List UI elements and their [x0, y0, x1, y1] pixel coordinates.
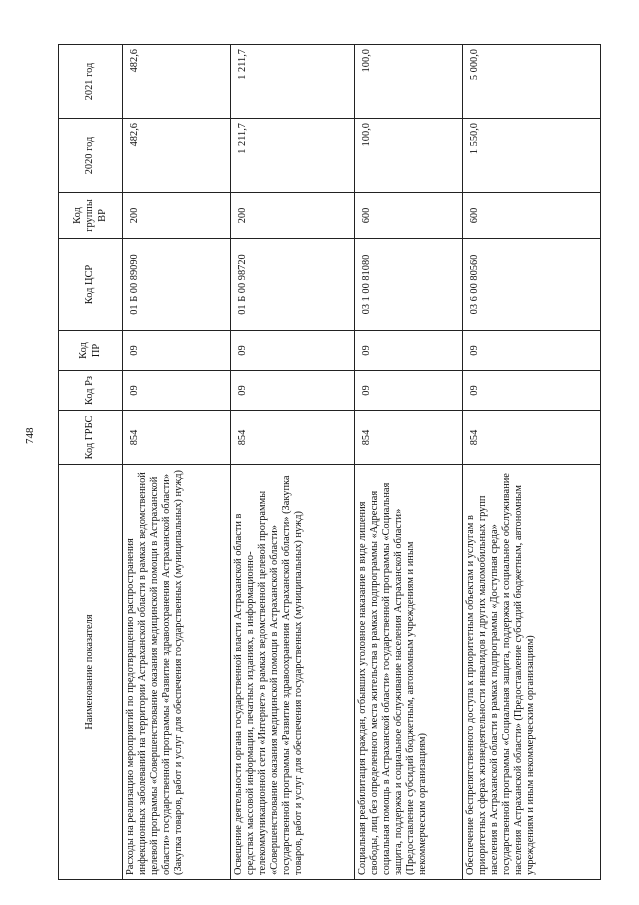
- budget-table: [58, 44, 601, 880]
- row-vr: 200: [231, 193, 355, 239]
- row-csr: 01 Б 00 98720: [231, 239, 355, 331]
- row-rz: 09: [463, 371, 601, 411]
- row-rz: 09: [231, 371, 355, 411]
- row-vr: 600: [463, 193, 601, 239]
- row-2021: 100,0: [355, 45, 463, 119]
- header-grbs: Код ГРБС: [59, 411, 123, 465]
- row-name: Освещение деятельности органа государственной власти Астраханской области в средствах массовой информации, печатных изданиях, в информационно-телекоммуникационной сети «Интернет» в рамках ведомственной целевой программы «Совершенствование оказания медицинской помощи в Астраханской области» государственной программы «Развитие здравоохранения Астраханской области» (Закупка товаров, работ и услуг для обеспечения государственных (муниципальных) нужд): [231, 465, 355, 880]
- row-name: Расходы на реализацию мероприятий по предотвращению распространения инфекционных заболеваний на территории Астраханской области в рамках ведомственной целевой программы «Совершенствование оказания медицинской помощи в Астраханской области» государственной программы «Развитие здравоохранения Астраханской области» (Закупка товаров, работ и услуг для обеспечения государственных (муниципальных) нужд): [123, 465, 231, 880]
- rotated-page-content: [58, 45, 600, 880]
- row-rz: 09: [123, 371, 231, 411]
- row-name: Обеспечение беспрепятственного доступа к приоритетным объектам и услугам в приоритетных сферах жизнедеятельности инвалидов и других маломобильных групп населения в Астраханской области в рамках подпрограммы «Доступная среда» государственной программы «Социальная защита, поддержка и социальное обслуживание населения Астраханской области» (Предоставление субсидий бюджетным, автономным учреждениям и иным некоммерческим организациям): [463, 465, 601, 880]
- header-pr: Код ПР: [59, 331, 123, 371]
- row-vr: 200: [123, 193, 231, 239]
- header-vr: Код группы ВР: [59, 193, 123, 239]
- row-2020: 100,0: [355, 119, 463, 193]
- row-2021: 482,6: [123, 45, 231, 119]
- row-2020: 482,6: [123, 119, 231, 193]
- page-number: 748: [24, 427, 36, 444]
- row-2021: 5 000,0: [463, 45, 601, 119]
- row-rz: 09: [355, 371, 463, 411]
- header-name: Наименование показателя: [59, 465, 123, 880]
- row-name: Социальная реабилитация граждан, отбывших уголовное наказание в виде лишения свободы, лиц без определенного места жительства в рамках подпрограммы «Адресная социальная помощь в Астраханской области» государственной программы «Социальная защита, поддержка и социальное обслуживание населения Астраханской области» (Предоставление субсидий бюджетным, автономным учреждениям и иным некоммерческим организациям): [355, 465, 463, 880]
- table-row: [463, 45, 601, 880]
- table-header-row: [59, 45, 123, 880]
- row-csr: 03 6 00 80560: [463, 239, 601, 331]
- table-row: [123, 45, 231, 880]
- row-csr: 01 Б 00 89090: [123, 239, 231, 331]
- header-rz: Код Рз: [59, 371, 123, 411]
- table-row: [231, 45, 355, 880]
- table-row: [355, 45, 463, 880]
- row-2020: 1 211,7: [231, 119, 355, 193]
- row-grbs: 854: [463, 411, 601, 465]
- row-pr: 09: [231, 331, 355, 371]
- row-2020: 1 550,0: [463, 119, 601, 193]
- row-grbs: 854: [231, 411, 355, 465]
- row-grbs: 854: [355, 411, 463, 465]
- row-2021: 1 211,7: [231, 45, 355, 119]
- row-pr: 09: [463, 331, 601, 371]
- row-csr: 03 1 00 81080: [355, 239, 463, 331]
- row-pr: 09: [355, 331, 463, 371]
- header-csr: Код ЦСР: [59, 239, 123, 331]
- row-grbs: 854: [123, 411, 231, 465]
- row-pr: 09: [123, 331, 231, 371]
- row-vr: 600: [355, 193, 463, 239]
- header-2021: 2021 год: [59, 45, 123, 119]
- header-2020: 2020 год: [59, 119, 123, 193]
